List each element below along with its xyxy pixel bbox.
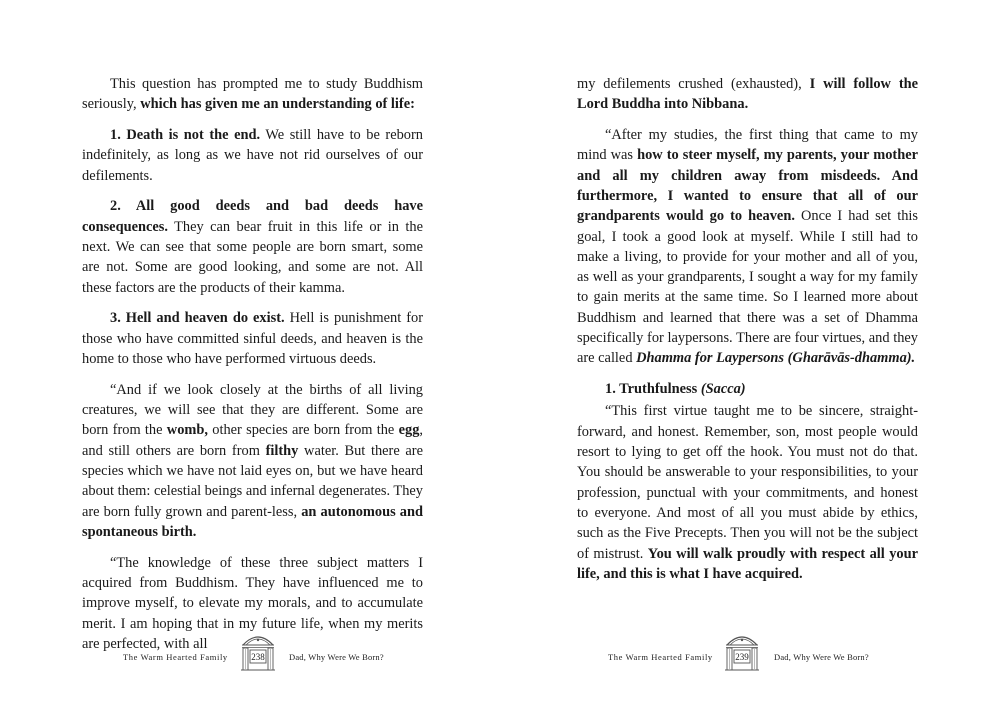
footer-book-title: The Warm Hearted Family [608, 652, 713, 662]
paragraph: “And if we look closely at the births of all living creatures, we will see that they are different. Some are born from the womb, other species are born from the egg, and still others are born from filthy water. But there are species which we have not laid eyes on, but we have heard about them: celestial beings and infernal degenerates. They are born fully grown and parent-less, an autonomous and spontaneous birth. [82, 381, 423, 540]
paragraph: 3. Hell and heaven do exist. Hell is punishment for those who have committed sinful deeds, and heaven is the home to those who have performed virtuous deeds. [82, 310, 423, 368]
paragraph: 2. All good deeds and bad deeds have consequences. They can bear fruit in this life or in the next. We can see that some people are born smart, some are not. Some are good looking, and some are not. All these factors are the products of their kamma. [82, 198, 423, 296]
paragraph: “The knowledge of these three subject matters I acquired from Buddhism. They have influenced me to improve myself, to elevate my morals, and to accumulate merit. I am hoping that in my future life, when my merits are perfected, with all [82, 554, 423, 652]
left-page-body [82, 74, 423, 665]
paragraph: “After my studies, the first thing that came to my mind was how to steer myself, my parents, your mother and all my children away from misdeeds. And furthermore, I wanted to ensure that all of our grandparents would go to heaven. Once I had set this goal, I took a good look at myself. While I still had to make a living, to provide for your mother and all of you, as well as your grandparents, I sought a way for my family to gain merits at the same time. So I learned more about Buddhism and learned that there was a set of Dhamma specifically for laypersons. There are four virtues, and they are called Dhamma for Laypersons (Gharāvās-dhamma). [577, 127, 918, 367]
footer-chapter-title: Dad, Why Were We Born? [774, 652, 869, 662]
paragraph: my defilements crushed (exhausted), I will follow the Lord Buddha into Nibbana. [577, 76, 918, 113]
footer-chapter-title: Dad, Why Were We Born? [289, 652, 384, 662]
page-number: 239 [735, 652, 749, 662]
paragraph: 1. Death is not the end. We still have to be reborn indefinitely, as long as we have not rid ourselves of our defilements. [82, 127, 423, 184]
page-footer [500, 631, 1000, 671]
right-page-body [577, 74, 918, 595]
section-heading: 1. Truthfulness (Sacca) [605, 381, 746, 398]
arched-pavilion-icon [723, 631, 761, 671]
footer-book-title: The Warm Hearted Family [123, 652, 228, 662]
page-number: 238 [251, 652, 265, 662]
paragraph: This question has prompted me to study Buddhism seriously, which has given me an understanding of life: [82, 76, 423, 113]
right-page [500, 0, 1000, 707]
paragraph: “This first virtue taught me to be sincere, straight-forward, and honest. Remember, son, most people would resort to lying to get off the hook. You must not do that. You should be answerable to your responsibilities, to your profession, punctual with your commitments, and honest to everyone. And most of all you must abide by ethics, such as the Five Precepts. Then you will not be the subject of mistrust. You will walk proudly with respect all your life, and this is what I have acquired. [577, 403, 918, 582]
page-footer [0, 631, 500, 671]
arched-pavilion-icon [239, 631, 277, 671]
